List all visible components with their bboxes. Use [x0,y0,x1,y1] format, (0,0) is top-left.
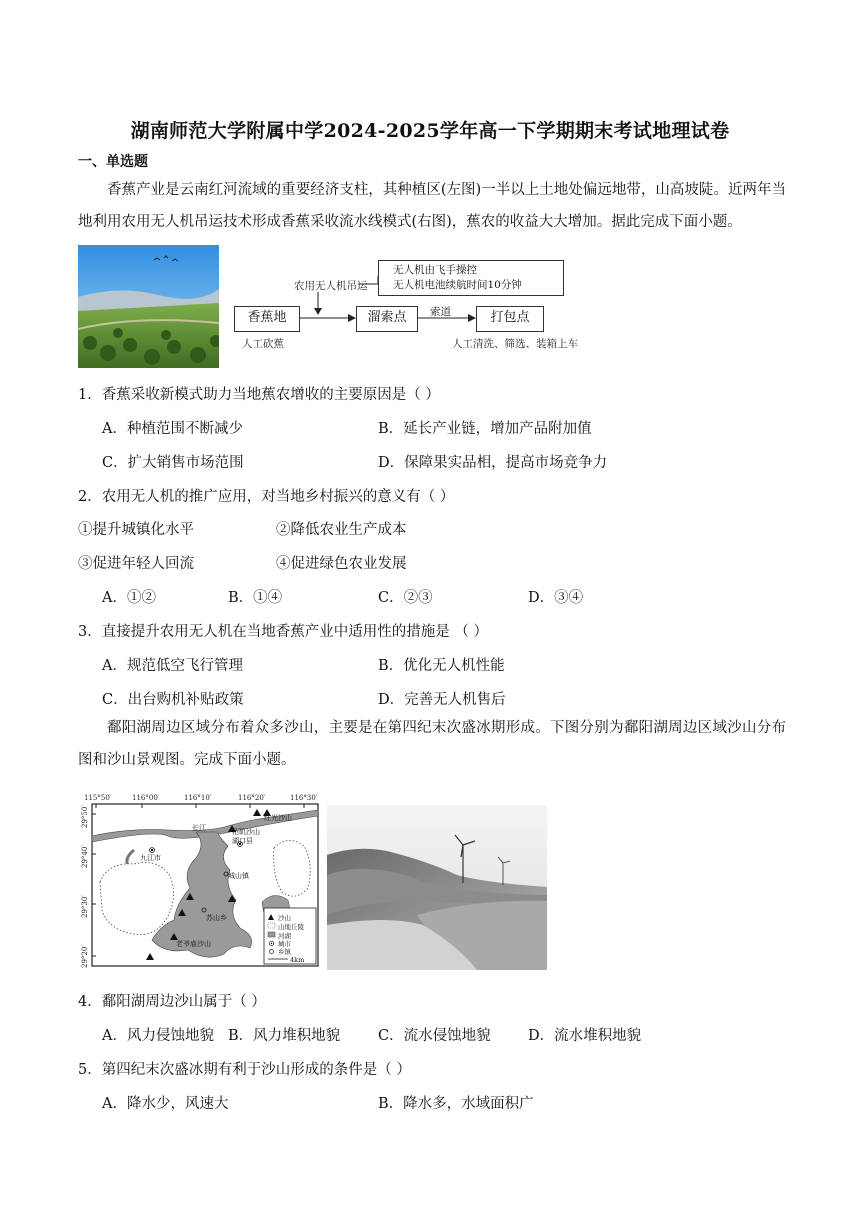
page-title: 湖南师范大学附属中学2024-2025学年高一下学期期末考试地理试卷 [130,120,730,142]
q2-option-c: C．②③ [378,590,433,606]
lat-label-1: 29°50′ [81,805,89,828]
place-chengshan-town: 城山镇 [228,872,249,880]
lon-label-5: 116°30′ [290,794,318,802]
q5-option-a: A．降水少，风速大 [102,1096,229,1112]
lat-label-3: 29°30′ [81,895,89,918]
q3-option-d: D．完善无人机售后 [378,692,506,708]
sand-hill-distribution-map [78,792,322,970]
flow-under-label-3: 人工清洗、筛选、装箱上车 [452,338,578,350]
q2-item-4: ④促进绿色农业发展 [276,556,407,572]
flow-arrow-ropeway-label: 索道 [430,306,451,318]
passage-2: 鄱阳湖周边区域分布着众多沙山，主要是在第四纪末次盛冰期形成。下图分别为鄱阳湖周边区域沙山分布图和沙山景观图。完成下面小题。 [78,720,786,768]
place-honguang-shashan: 红光沙山 [264,814,292,822]
question-4-stem: 4．鄱阳湖周边沙山属于（ ） [78,994,266,1010]
q3-option-a: A．规范低空飞行管理 [102,658,243,674]
passage-1: 香蕉产业是云南红河流域的重要经济支柱，其种植区(左图)一半以上土地处偏远地带，山高坡陡。近两年当地利用农用无人机吊运技术形成香蕉采收流水线模式(右图)，蕉农的收益大大增加。据此完成下面小题。 [78,182,786,230]
lon-label-1: 115°50′ [84,794,112,802]
question-2-stem: 2．农用无人机的推广应用，对当地乡村振兴的意义有（ ） [78,489,455,505]
flow-node-zipline-point: 溜索点 [356,306,418,332]
question-1-stem: 1．香蕉采收新模式助力当地蕉农增收的主要原因是（ ） [78,387,440,403]
q1-option-a: A．种植范围不断减少 [102,421,243,437]
lon-label-3: 116°10′ [184,794,212,802]
place-laoyemiao-shashan: 老爷庙沙山 [176,940,211,948]
scale-bar-label: 4km [290,956,305,964]
question-5-stem: 5．第四纪末次盛冰期有利于沙山形成的条件是（ ） [78,1062,411,1078]
place-zheji-shashan: 柘矶沙山 [232,828,260,836]
q2-option-d: D．③④ [528,590,584,606]
q1-option-c: C．扩大销售市场范围 [102,455,244,471]
q1-option-d: D．保障果实品相，提高市场竞争力 [378,455,608,471]
q5-option-b: B．降水多，水域面积广 [378,1096,534,1112]
flow-node-banana-field: 香蕉地 [234,306,300,332]
legend-township: 乡镇 [278,948,291,956]
q3-option-c: C．出台购机补贴政策 [102,692,244,708]
legend-hills: 山地丘陵 [278,923,304,931]
legend-rivers-lakes: 河湖 [278,932,291,940]
q4-option-b: B．风力堆积地貌 [228,1028,341,1044]
lon-label-2: 116°00′ [132,794,160,802]
flow-note-box [378,260,564,296]
place-sushan-township: 苏山乡 [206,914,227,922]
flow-note-line-1: 无人机由飞手操控 [393,264,477,276]
flow-under-label-1: 人工砍蕉 [242,338,284,350]
place-hukou-county: 湖口县 [232,837,253,845]
flow-note-line-2: 无人机电池续航时间10分钟 [393,279,522,291]
q4-option-d: D．流水堆积地貌 [528,1028,642,1044]
place-changjiang: 长江 [192,824,206,832]
q2-item-3: ③促进年轻人回流 [78,556,194,572]
lat-label-4: 29°20′ [81,945,89,968]
lon-label-4: 116°20′ [238,794,266,802]
q3-option-b: B．优化无人机性能 [378,658,505,674]
q2-item-2: ②降低农业生产成本 [276,522,407,538]
q4-option-a: A．风力侵蚀地貌 [102,1028,214,1044]
q4-option-c: C．流水侵蚀地貌 [378,1028,491,1044]
sand-hill-landscape-photo [327,805,547,970]
q2-item-1: ①提升城镇化水平 [78,522,194,538]
lat-label-2: 29°40′ [81,845,89,868]
section-heading: 一、单选题 [78,154,148,170]
flow-arrow-top-label: 农用无人机吊运 [294,280,368,292]
legend-sand-hill: 沙山 [278,914,291,922]
harvest-flow-diagram [230,258,590,354]
q2-option-b: B．①④ [228,590,283,606]
banana-plantation-photo [78,245,219,368]
flow-node-packing-point: 打包点 [476,306,544,332]
question-3-stem: 3．直接提升农用无人机在当地香蕉产业中适用性的措施是 （ ） [78,624,488,640]
q2-option-a: A．①② [102,590,156,606]
legend-city: 城市 [278,940,291,948]
q1-option-b: B．延长产业链，增加产品附加值 [378,421,592,437]
place-jiujiang-city: 九江市 [140,854,161,862]
